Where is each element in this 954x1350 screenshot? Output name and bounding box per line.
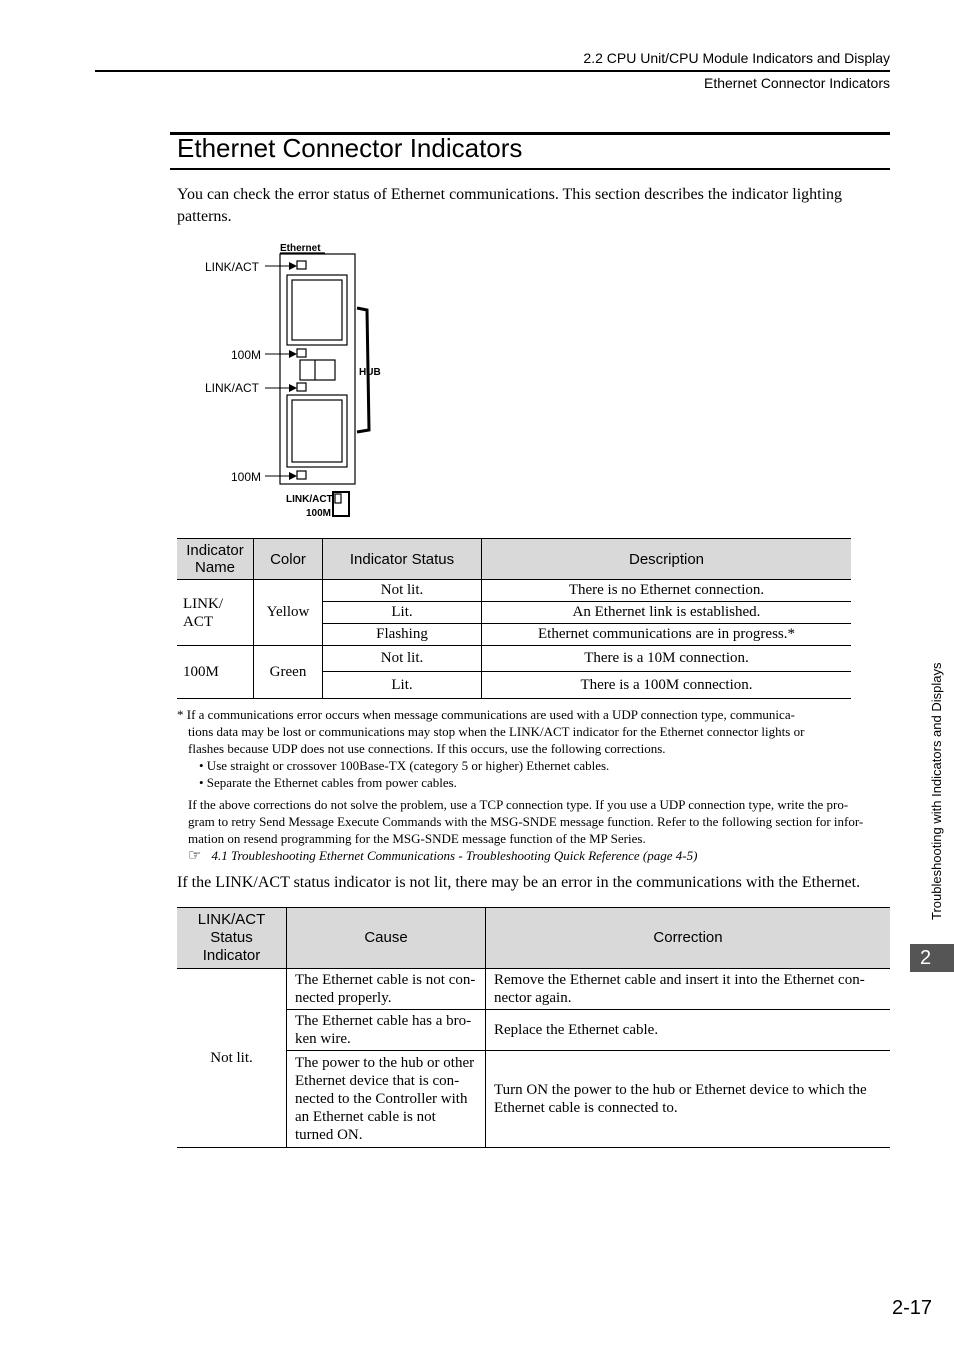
- footnote-line: flashes because UDP does not use connections. If this occurs, use the following corrections.: [188, 741, 666, 756]
- chapter-side-title: Troubleshooting with Indicators and Displays: [929, 662, 944, 920]
- footnote-block: [177, 706, 892, 865]
- status-cell: Not lit.: [323, 646, 482, 672]
- port-2-socket: [292, 400, 342, 462]
- col-description: Description: [482, 539, 852, 580]
- description-cell: There is no Ethernet connection.: [482, 580, 852, 602]
- col-correction: Correction: [486, 908, 891, 969]
- note-paragraph-line: gram to retry Send Message Execute Commands with the MSG-SNDE message function. Refer to the following section for infor-: [188, 814, 864, 829]
- ethernet-connector-diagram: [195, 240, 395, 522]
- description-cell: There is a 10M connection.: [482, 646, 852, 672]
- troubleshooting-table: [177, 907, 890, 1148]
- port-1: [287, 275, 347, 345]
- legend-link-act-label: LINK/ACT: [286, 494, 333, 505]
- intro-paragraph: You can check the error status of Ethernet communications. This section describes the indicator lighting patterns.: [177, 186, 843, 225]
- 100m-label-2: 100M: [231, 470, 262, 484]
- footnote-line: tions data may be lost or communications may stop when the LINK/ACT indicator for the Ethernet connector lights or: [188, 724, 805, 739]
- cross-reference[interactable]: [177, 847, 892, 865]
- status-cell: Lit.: [323, 602, 482, 624]
- page-title: Ethernet Connector Indicators: [177, 133, 523, 163]
- status-cell: Lit.: [323, 672, 482, 699]
- description-cell: Ethernet communications are in progress.*: [482, 624, 852, 646]
- header-section-title: 2.2 CPU Unit/CPU Module Indicators and Display: [583, 50, 890, 66]
- description-cell: An Ethernet link is established.: [482, 602, 852, 624]
- led-link-act-1: [297, 261, 306, 269]
- col-indicator-status: Indicator Status: [323, 539, 482, 580]
- link-act-name: LINK/ ACT: [177, 580, 254, 646]
- correction-cell: Remove the Ethernet cable and insert it into the Ethernet con- nector again.: [486, 969, 891, 1010]
- bullet-item: • Use straight or crossover 100Base-TX (category 5 or higher) Ethernet cables.: [199, 758, 610, 773]
- header-subsection-title: Ethernet Connector Indicators: [704, 75, 890, 91]
- port-1-socket: [292, 280, 342, 340]
- cause-cell: The power to the hub or other Ethernet device that is con- nected to the Controller with an Ethernet cable is not turned ON.: [287, 1051, 486, 1148]
- note-paragraph-line: If the above corrections do not solve the problem, use a TCP connection type. If you use a UDP connection type, write the pro-: [188, 797, 849, 812]
- chapter-tab[interactable]: 2: [910, 944, 954, 972]
- led-link-act-2: [297, 383, 306, 391]
- cross-reference-text: 4.1 Troubleshooting Ethernet Communications - Troubleshooting Quick Reference (page 4-5): [211, 848, 698, 863]
- link-act-label-1: LINK/ACT: [205, 260, 260, 274]
- status-cell: Not lit.: [323, 580, 482, 602]
- status-cell: Flashing: [323, 624, 482, 646]
- indicator-table: [177, 538, 851, 699]
- col-indicator-name: Indicator Name: [177, 539, 254, 580]
- link-act-color: Yellow: [254, 580, 323, 646]
- bullet-item: • Separate the Ethernet cables from power cables.: [199, 775, 457, 790]
- correction-cell: Replace the Ethernet cable.: [486, 1010, 891, 1051]
- led-100m-1: [297, 349, 306, 357]
- led-100m-2: [297, 471, 306, 479]
- correction-cell: Turn ON the power to the hub or Ethernet device to which the Ethernet cable is connected to.: [486, 1051, 891, 1148]
- col-color: Color: [254, 539, 323, 580]
- col-cause: Cause: [287, 908, 486, 969]
- link-act-label-2: LINK/ACT: [205, 381, 260, 395]
- col-status-indicator: LINK/ACT Status Indicator: [177, 908, 287, 969]
- 100m-name: 100M: [177, 646, 254, 699]
- hub-label: HUB: [359, 367, 381, 378]
- module-body: [280, 254, 355, 484]
- port-2: [287, 395, 347, 467]
- lead-paragraph: If the LINK/ACT status indicator is not lit, there may be an error in the communications with the Ethernet.: [177, 874, 861, 891]
- ethernet-label: Ethernet: [280, 243, 321, 254]
- 100m-label-1: 100M: [231, 348, 262, 362]
- status-cell: Not lit.: [177, 969, 287, 1148]
- pointing-hand-icon: ☞: [188, 848, 202, 864]
- footnote-line: * If a communications error occurs when message communications are used with a UDP connection type, communica-: [177, 707, 795, 722]
- header-rule: [95, 70, 890, 72]
- 100m-color: Green: [254, 646, 323, 699]
- note-paragraph-line: mation on resend programming for the MSG-SNDE message function of the MP Series.: [188, 831, 646, 846]
- cause-cell: The Ethernet cable has a bro- ken wire.: [287, 1010, 486, 1051]
- page-number: 2-17: [891, 1297, 932, 1319]
- title-rule-bottom: [170, 168, 890, 170]
- cause-cell: The Ethernet cable is not con- nected properly.: [287, 969, 486, 1010]
- legend-100m-label: 100M: [306, 508, 332, 519]
- description-cell: There is a 100M connection.: [482, 672, 852, 699]
